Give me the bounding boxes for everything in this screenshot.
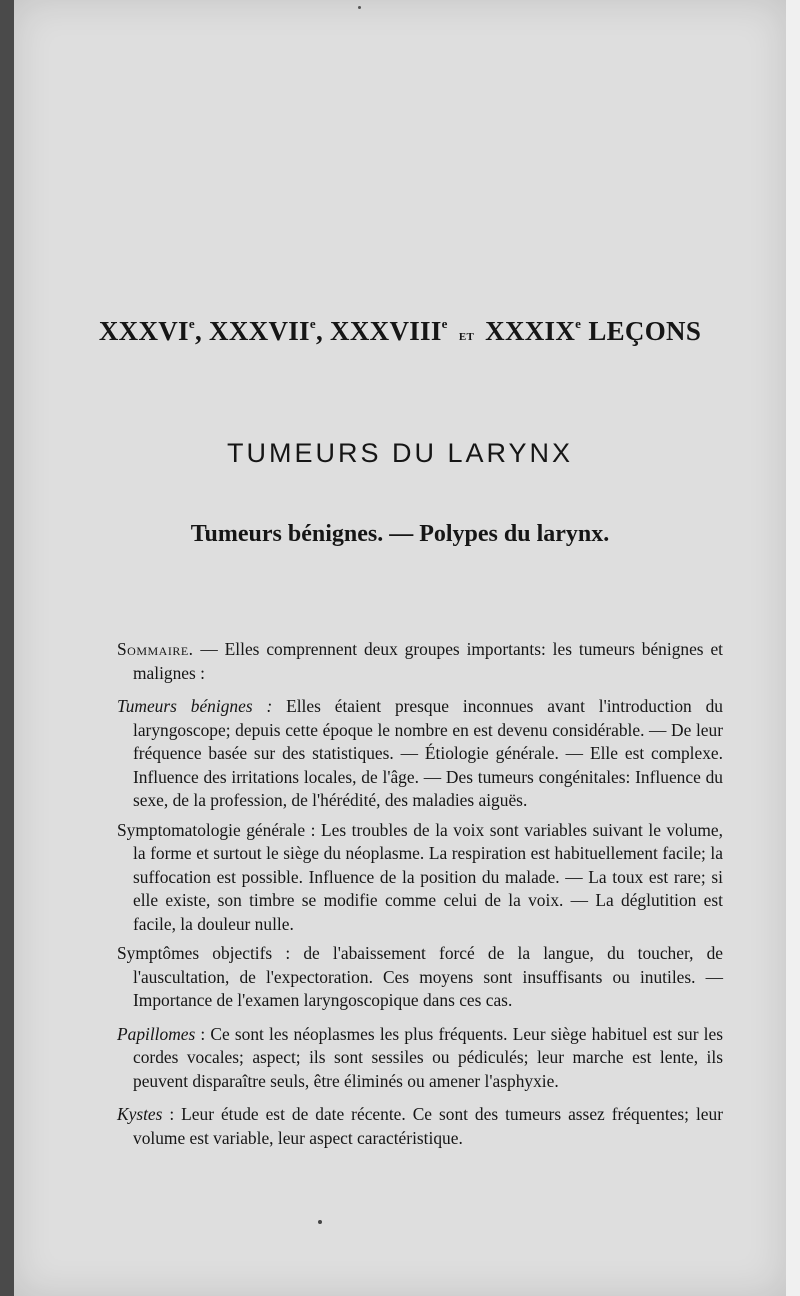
page-gutter-shadow (0, 0, 14, 1296)
chapter-heading: XXXVIe, XXXVIIe, XXXVIIIe et XXXIXe LEÇONS (98, 316, 702, 346)
paragraph-heading: Papillomes (117, 1023, 196, 1044)
lessons-word: LEÇONS (588, 316, 702, 346)
ink-speck (358, 6, 361, 9)
page-edge (786, 0, 800, 1296)
paragraph-text: Elles étaient presque inconnues avant l'introduction du laryngoscope; depuis cette époque le nombre en est devenu considérable. — De leur fréquence basée sur des statistiques. — Étiologie générale. — Elle est complexe. Influence des irritations locales, de l'âge. — Des tumeurs congénitales: Influence du sexe, de la profession, de l'hérédité, des maladies aiguës. (133, 696, 723, 810)
summary-block (117, 638, 723, 1156)
summary-paragraph (117, 1103, 723, 1150)
summary-label: Sommaire. (117, 639, 194, 659)
lesson-number: XXXVIII (330, 316, 442, 346)
paragraph-heading: Tumeurs bénignes : (117, 696, 273, 716)
ink-speck (318, 1220, 322, 1224)
summary-paragraph (117, 638, 723, 685)
ordinal-suffix: e (441, 316, 448, 331)
page-title: TUMEURS DU LARYNX (226, 438, 574, 468)
ordinal-suffix: e (188, 316, 195, 331)
paragraph-text: : Leur étude est de date récente. Ce sont des tumeurs assez fréquentes; leur volume est variable, leur aspect caractéristique. (133, 1104, 723, 1148)
ordinal-suffix: e (575, 316, 582, 331)
paragraph-heading: Kystes (117, 1104, 163, 1124)
lesson-number: XXXVI (98, 316, 189, 346)
section-subtitle: Tumeurs bénignes. — Polypes du larynx. (190, 521, 610, 547)
paragraph-text: — Elles comprennent deux groupes importants: les tumeurs bénignes et malignes : (133, 639, 723, 683)
lesson-number: XXXIX (485, 316, 576, 346)
ordinal-suffix: e (309, 316, 316, 331)
summary-paragraph (117, 1023, 723, 1094)
summary-paragraph: Symptomatologie générale : Les troubles de la voix sont variables suivant le volume, la forme et surtout le siège du néoplasme. La respiration est habituellement facile; la suffocation est possible. Influence de la position du malade. — La toux est rare; si elle existe, son timbre se modifie comme celui de la voix. — La déglutition est facile, la douleur nulle. (117, 819, 723, 934)
conjunction: et (458, 328, 475, 344)
summary-paragraph (117, 695, 723, 813)
paragraph-text: : Ce sont les néoplasmes les plus fréquents. Leur siège habituel est sur les cordes vocales; aspect; ils sont sessiles ou pédiculés; leur marche est lente, ils peuvent disparaître seuls, être éliminés ou amener l'asphyxie. (133, 1023, 723, 1091)
lesson-number: XXXVII (209, 316, 310, 346)
summary-paragraph: Symptômes objectifs : de l'abaissement forcé de la langue, du toucher, de l'auscultation, de l'expectoration. Ces moyens sont insuffisants ou inutiles. — Importance de l'examen laryngoscopique dans ces cas. (117, 943, 723, 1010)
